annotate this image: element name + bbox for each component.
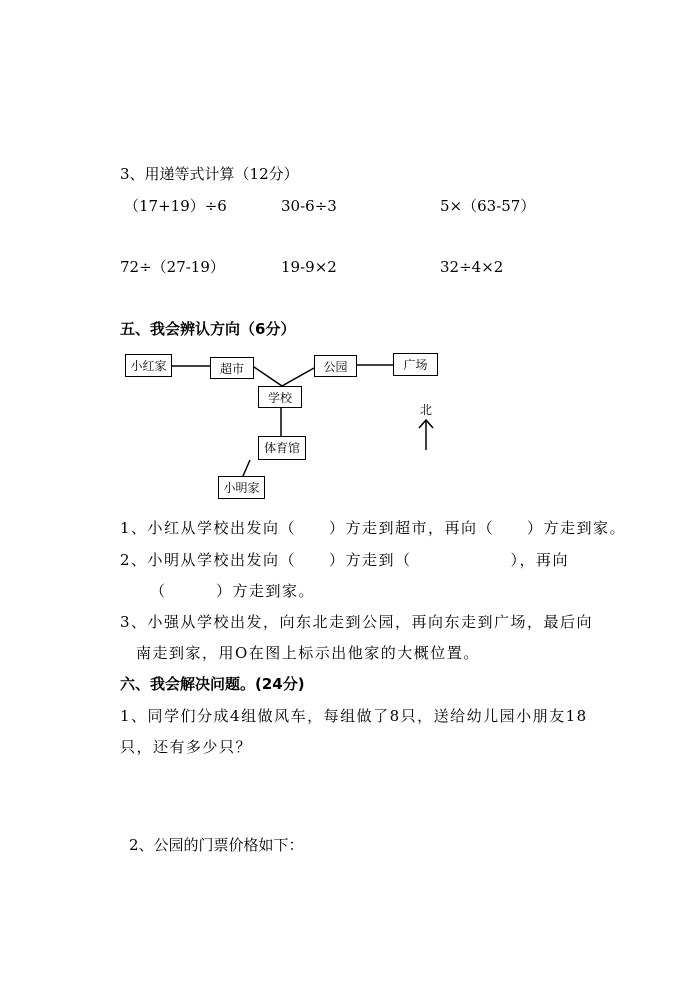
expr-3: 5×（63-57） [440,197,536,215]
direction-question-3-line1: 3、小强从学校出发，向东北走到公园，再向东走到广场，最后向 [120,613,594,631]
map-xiaoming-home: 小明家 [218,476,265,499]
map-supermarket: 超市 [210,357,254,379]
problem-2: 2、公园的门票价格如下： [129,836,304,854]
expr-6: 32÷4×2 [440,258,504,276]
problem-1-line2: 只，还有多少只？ [120,738,253,756]
expr-5: 19-9×2 [281,258,337,276]
north-label: 北 [420,403,433,417]
map-park: 公园 [314,355,357,377]
line-school-park [282,368,314,386]
expr-4: 72÷（27-19） [120,258,225,276]
section6-heading: 六、我会解决问题。(24分) [120,675,305,693]
map-square: 广场 [393,353,438,376]
line-stadium-home [243,460,250,476]
expr-1: （17+19）÷6 [124,197,227,215]
map-xiaohong-home: 小红家 [125,354,172,377]
direction-question-2-line2: （ ）方走到家。 [150,582,316,600]
line-supermarket-school [254,367,282,386]
map-stadium: 体育馆 [258,436,306,460]
problem-1-line1: 1、同学们分成4组做风车，每组做了8只，送给幼儿园小朋友18 [120,707,588,725]
direction-question-3-line2: 南走到家，用O在图上标示出他家的大概位置。 [136,644,480,662]
map-school: 学校 [258,386,302,408]
direction-question-2-line1: 2、小明从学校出发向（ ）方走到（ ），再向 [120,551,570,569]
section3-heading: 3、用递等式计算（12分） [120,165,299,183]
direction-question-1: 1、小红从学校出发向（ ）方走到超市，再向（ ）方走到家。 [120,519,627,537]
section5-heading: 五、我会辨认方向（6分） [120,320,296,338]
expr-2: 30-6÷3 [281,197,337,215]
